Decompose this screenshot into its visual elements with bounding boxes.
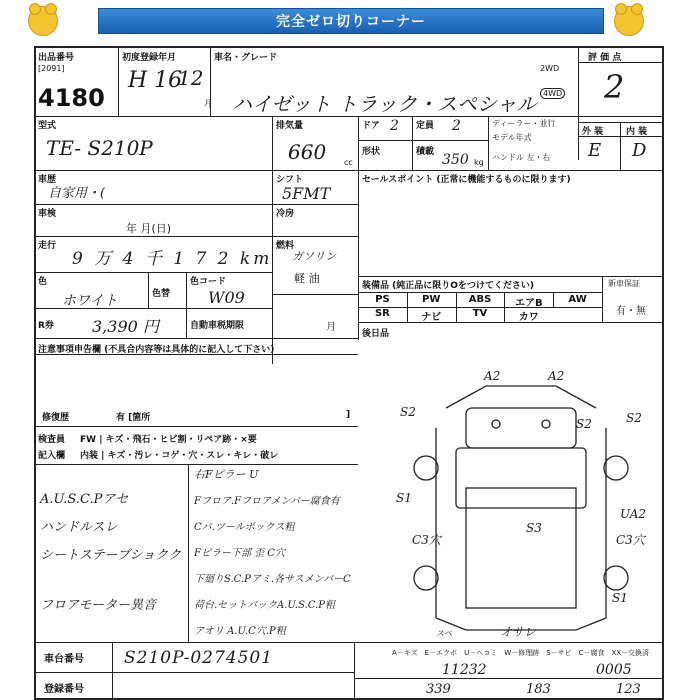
model-year-label: モデル年式 xyxy=(492,133,532,142)
mark-s3: S3 xyxy=(526,521,542,535)
tax-month: 月 xyxy=(326,322,336,333)
ref-2: 0005 xyxy=(596,662,632,678)
interior-label: 内 装 xyxy=(626,127,648,137)
fuel-label: 燃料 xyxy=(276,241,295,251)
inspector-label: 検査員 xyxy=(38,435,66,445)
sales-point-label: セールスポイント (正常に機能するものに限ります) xyxy=(362,175,571,185)
lot-label: 出品番号 xyxy=(38,53,75,63)
door-value: 2 xyxy=(390,118,399,134)
option-6: ナビ xyxy=(421,312,442,323)
option-0: PS xyxy=(375,294,390,305)
history-label: 車歴 xyxy=(38,175,57,185)
auction-sheet xyxy=(34,46,664,700)
fuel-gasoline: ガソリン xyxy=(292,250,336,263)
ref-4: 183 xyxy=(526,682,551,697)
note-left-4: フロアモーター異音 xyxy=(40,598,156,613)
inspection-value: 年 月(日) xyxy=(126,222,172,235)
exterior-label: 外 装 xyxy=(582,127,604,137)
mark-osare: オサレ xyxy=(500,625,536,638)
notes-label: 注意事項申告欄 (不具合内容等は具体的に記入して下さい) xyxy=(38,345,275,355)
repair-value: 有 [箇所 xyxy=(116,413,151,423)
option-5: SR xyxy=(374,308,390,319)
first-reg-label: 初度登録年月 xyxy=(122,53,177,63)
handle-label: ハンドル 左・右 xyxy=(492,153,551,162)
mark-a2-left: A2 xyxy=(484,369,501,383)
recycle-label: R券 xyxy=(38,321,54,331)
name-label: 車名・グレード xyxy=(214,53,278,63)
load-label: 積載 xyxy=(416,147,435,157)
capacity-label: 定員 xyxy=(416,121,435,131)
lot-number: 4180 xyxy=(38,84,105,112)
load-value: 350 xyxy=(442,152,469,168)
mark-c3-left: C3穴 xyxy=(412,533,441,547)
car-name: ハイゼット トラック・スペシャル xyxy=(232,92,537,116)
aircon-label: 冷房 xyxy=(276,209,295,219)
lot-sub: [2091] xyxy=(38,64,65,73)
kg-unit: kg xyxy=(474,158,484,167)
displacement-label: 排気量 xyxy=(276,121,304,131)
option-8: カワ xyxy=(518,312,539,323)
repair-label: 修復歴 xyxy=(42,413,70,423)
warranty-label: 新車保証 xyxy=(608,279,640,288)
tone-label: 色替 xyxy=(152,289,171,299)
option-3: エアB xyxy=(514,298,543,309)
note-right-4: Fピラー下部 歪 C穴 xyxy=(194,548,285,559)
banner-title: 完全ゼロ切りコーナー xyxy=(98,8,604,34)
note-right-2: Fフロア.Fフロアメンバー腐食有 xyxy=(194,496,340,507)
mark-s1-right: S1 xyxy=(612,591,628,605)
note-right-5: 下廻りS.C.Pアミ.各サスメンバーC xyxy=(194,574,351,585)
mark-s1-left: S1 xyxy=(396,491,412,505)
displacement-value: 660 xyxy=(288,140,327,164)
model-label: 型式 xyxy=(38,121,57,131)
inspection-label: 車検 xyxy=(38,209,57,219)
score-value: 2 xyxy=(604,68,625,106)
option-4: AW xyxy=(568,294,587,305)
score-label: 評 価 点 xyxy=(588,53,622,63)
cc-unit: cc xyxy=(344,158,353,167)
ref-3: 339 xyxy=(426,682,451,697)
dealer-label: ディーラー・並行 xyxy=(492,119,556,128)
inspect-row1: FW | キズ・飛石・ヒビ割・リペア跡・×要 xyxy=(80,435,257,445)
warranty-value: 有・無 xyxy=(616,306,646,317)
note-right-6: 荷台.セットバックA.U.S.C.P粗 xyxy=(194,600,335,611)
color-label: 色 xyxy=(38,277,48,287)
note-left-3: シートステーブショクク xyxy=(40,548,182,563)
chassis-value: S210P-0274501 xyxy=(124,648,274,668)
note-right-7: アオリ A.U.C穴.P粗 xyxy=(194,626,286,637)
first-reg-month: 12 xyxy=(178,66,204,90)
option-7: TV xyxy=(472,308,488,319)
exterior-value: E xyxy=(588,140,602,161)
mascot-icon xyxy=(28,6,58,36)
entry-label: 記入欄 xyxy=(38,451,66,461)
note-right-1: 右Fピラー U xyxy=(194,468,259,481)
legend: A－キズ E－エクボ U－ヘコミ W－修理跡 S－サビ C－腐食 XX－交換済 xyxy=(392,649,650,657)
mark-ua2: UA2 xyxy=(620,507,647,521)
history-value: 自家用・( xyxy=(48,186,106,201)
shift-value: 5FMT xyxy=(282,184,331,203)
later-label: 後日品 xyxy=(362,329,390,339)
color-value: ホワイト xyxy=(62,293,118,309)
mark-s2-center: S2 xyxy=(576,417,592,431)
mark-s2-right: S2 xyxy=(626,411,642,425)
mileage-label: 走行 xyxy=(38,241,57,251)
drive-4wd: 4WD xyxy=(540,88,565,99)
option-2: ABS xyxy=(468,294,492,305)
options-label: 装備品 (純正品に限りOをつけてください) xyxy=(362,281,535,291)
drive-2wd: 2WD xyxy=(540,64,560,73)
month-unit: 月 xyxy=(204,99,212,108)
first-reg-year: H 16 xyxy=(128,68,183,93)
interior-value: D xyxy=(632,140,647,161)
note-right-3: Cバ.ツールボックス粗 xyxy=(194,522,295,533)
chassis-label: 車台番号 xyxy=(44,654,84,665)
reg-label: 登録番号 xyxy=(44,684,84,695)
ref-1: 11232 xyxy=(442,662,487,678)
option-1: PW xyxy=(422,294,441,305)
mark-a2-right: A2 xyxy=(548,369,565,383)
model-value: TE- S210P xyxy=(46,136,153,160)
door-label: ドア xyxy=(362,121,380,131)
color-code-label: 色コード xyxy=(190,277,227,287)
shape-label: 形状 xyxy=(362,147,381,157)
note-left-2: ハンドルスレ xyxy=(40,520,118,535)
tax-label: 自動車税期限 xyxy=(190,321,245,331)
mascot-icon xyxy=(614,6,644,36)
color-code-value: W09 xyxy=(208,288,245,307)
fuel-diesel: 軽 油 xyxy=(294,272,320,285)
capacity-value: 2 xyxy=(452,118,461,134)
mark-sube: スベ xyxy=(436,629,452,638)
ref-5: 123 xyxy=(616,682,641,697)
mileage-value: 9 万 4 千 1 7 2 km xyxy=(72,249,273,269)
repair-close: ] xyxy=(346,410,351,420)
note-left-1: A.U.S.C.Pアセ xyxy=(40,492,129,507)
mark-s2-left: S2 xyxy=(400,405,416,419)
shift-label: シフト xyxy=(276,175,304,185)
car-damage-diagram xyxy=(376,368,656,638)
inspect-row2: 内装 | キズ・汚レ・コゲ・穴・スレ・キレ・破レ xyxy=(80,451,279,461)
recycle-value: 3,390 円 xyxy=(92,317,159,336)
mark-c3-right: C3穴 xyxy=(616,533,645,547)
